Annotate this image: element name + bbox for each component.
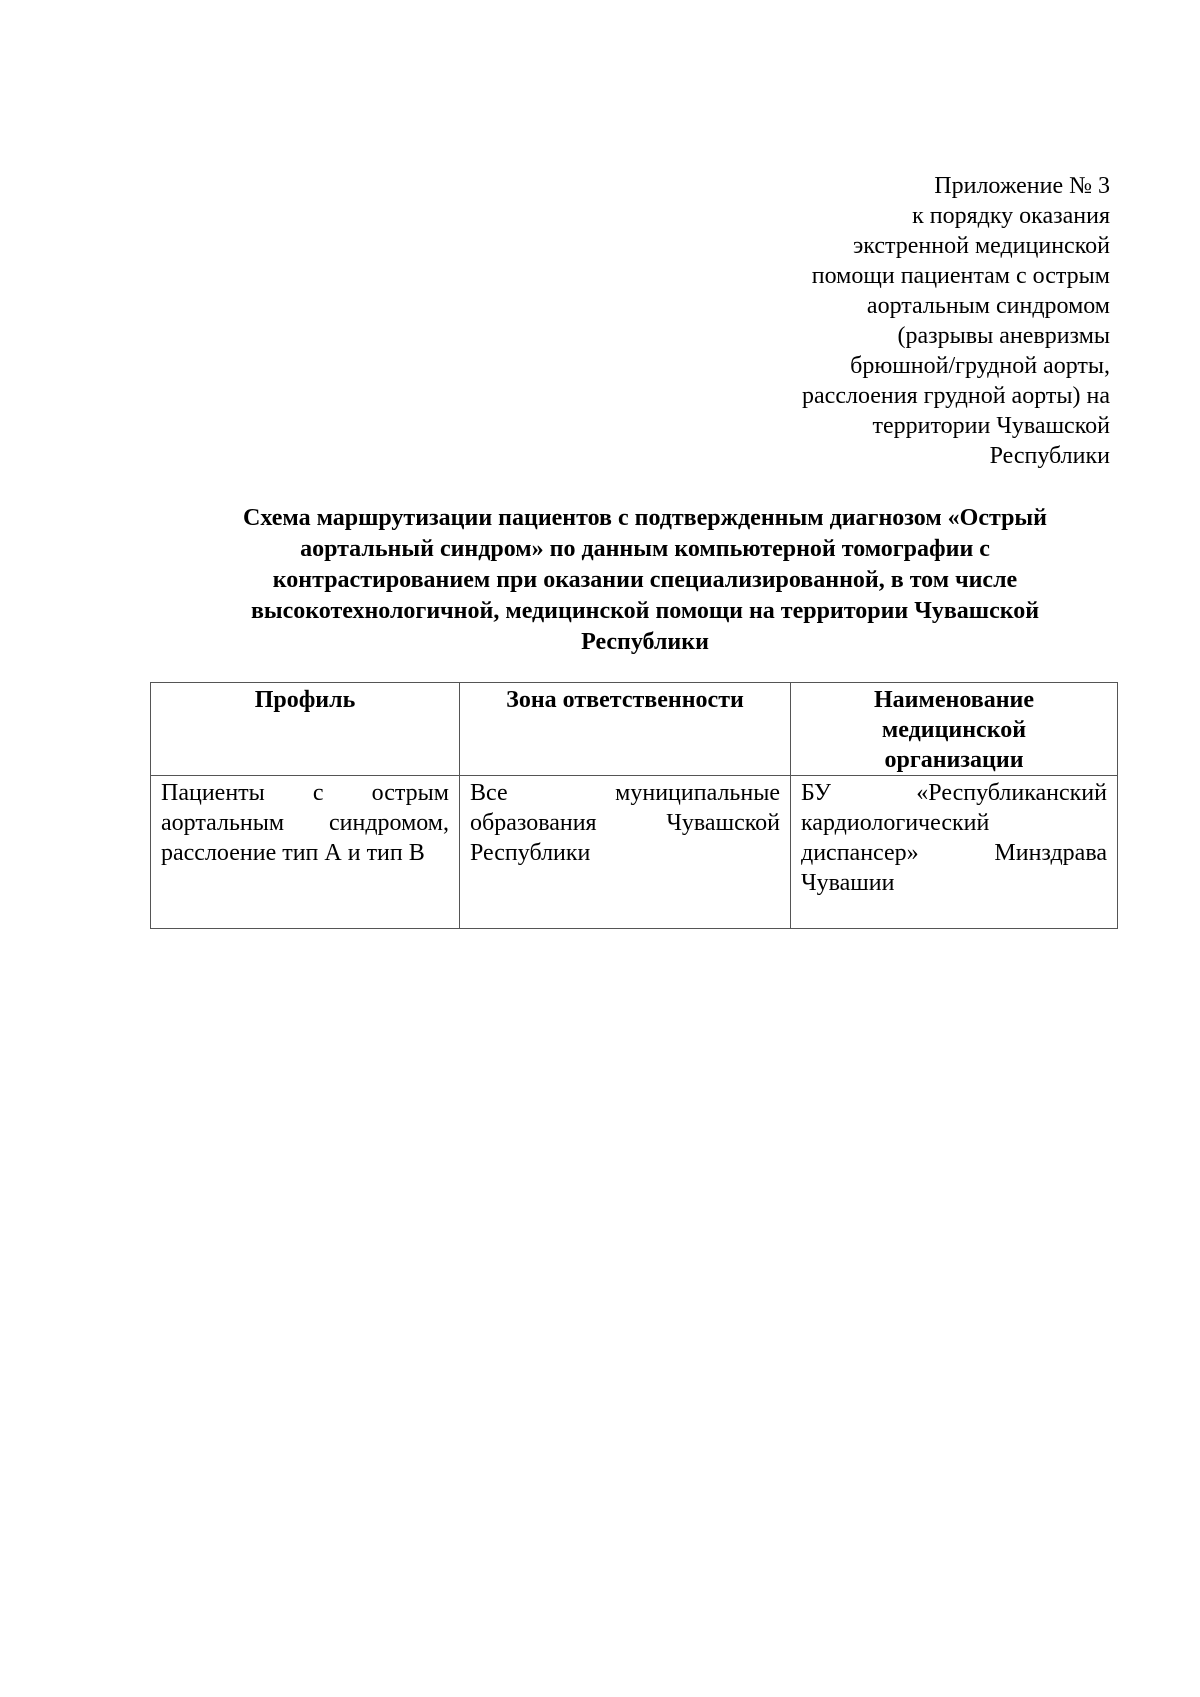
header-profile: Профиль xyxy=(151,683,460,776)
appendix-line: помощи пациентам с острым xyxy=(811,263,1110,289)
appendix-line: к порядку оказания xyxy=(912,203,1110,229)
cell-organization: БУ «Республиканский кардиологический диспансер» Минздрава Чувашии xyxy=(791,776,1118,929)
appendix-line: Республики xyxy=(989,443,1110,469)
appendix-line: расслоения грудной аорты) на xyxy=(802,383,1110,409)
appendix-line: аортальным синдромом xyxy=(866,293,1110,319)
table-row xyxy=(151,776,1118,929)
header-organization-line: медицинской xyxy=(881,717,1027,743)
appendix-line: территории Чувашской xyxy=(872,413,1110,439)
title-line: Республики xyxy=(581,629,709,655)
appendix-line: брюшной/грудной аорты, xyxy=(850,353,1110,379)
title-line: контрастированием при оказании специализированной, в том числе xyxy=(272,567,1018,593)
title-line: аортальный синдром» по данным компьютерной томографии с xyxy=(300,536,990,562)
appendix-line: (разрывы аневризмы xyxy=(897,323,1110,349)
cell-zone: Все муниципальные образования Чувашской Республики xyxy=(460,776,791,929)
appendix-line: экстренной медицинской xyxy=(852,233,1110,259)
header-zone: Зона ответственности xyxy=(460,683,791,776)
header-organization-line: организации xyxy=(884,747,1024,773)
document-title xyxy=(185,503,1105,658)
header-organization-line: Наименование xyxy=(874,687,1034,713)
title-line: высокотехнологичной, медицинской помощи на территории Чувашской xyxy=(250,598,1040,624)
table-header-row xyxy=(151,683,1118,776)
title-line: Схема маршрутизации пациентов с подтвержденным диагнозом «Острый xyxy=(243,505,1047,531)
appendix-header xyxy=(590,171,1110,471)
appendix-line: Приложение № 3 xyxy=(934,173,1110,199)
header-organization xyxy=(791,683,1118,776)
routing-table xyxy=(150,682,1118,929)
cell-profile: Пациенты с острым аортальным синдромом, расслоение тип А и тип В xyxy=(151,776,460,929)
